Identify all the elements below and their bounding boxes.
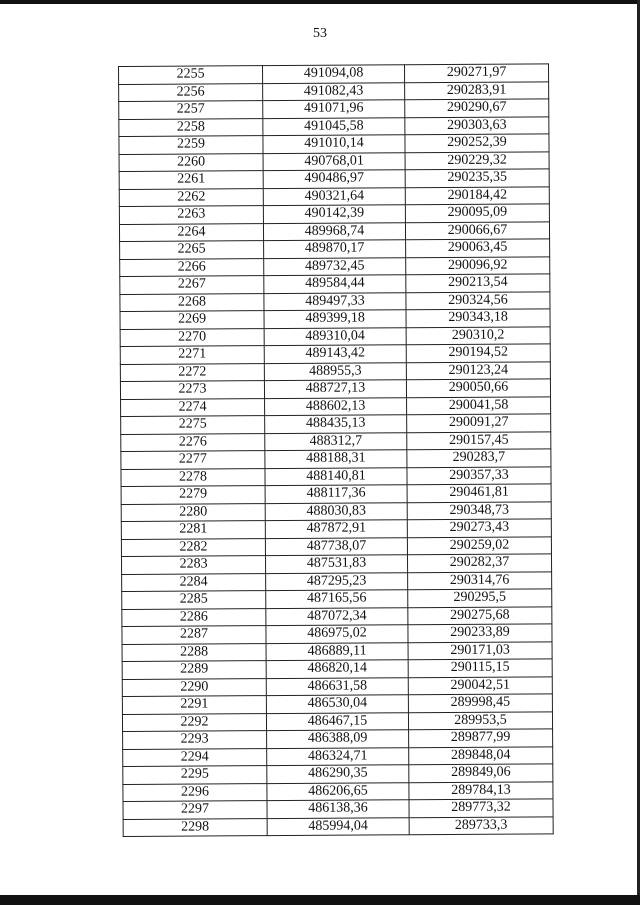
x-coordinate-cell: 488188,31	[265, 450, 407, 468]
point-number-cell: 2291	[122, 696, 266, 714]
x-coordinate-cell: 488955,3	[264, 362, 406, 380]
point-number-cell: 2258	[119, 118, 263, 136]
point-number-cell: 2272	[120, 363, 264, 381]
x-coordinate-cell: 489870,17	[264, 240, 406, 258]
y-coordinate-cell: 290275,68	[408, 606, 552, 624]
table-row	[119, 64, 549, 84]
point-number-cell: 2279	[121, 486, 265, 504]
x-coordinate-cell: 490321,64	[263, 187, 405, 205]
x-coordinate-cell: 487165,56	[266, 590, 408, 608]
y-coordinate-cell: 290050,66	[406, 379, 550, 397]
point-number-cell: 2267	[120, 276, 264, 294]
point-number-cell: 2262	[119, 188, 263, 206]
table-row	[121, 501, 551, 521]
table-row	[121, 466, 551, 486]
x-coordinate-cell: 491071,96	[263, 100, 405, 118]
point-number-cell: 2284	[122, 573, 266, 591]
table-row	[121, 554, 551, 574]
x-coordinate-cell: 489143,42	[264, 345, 406, 363]
x-coordinate-cell: 489968,74	[263, 222, 405, 240]
table-row	[122, 624, 552, 644]
point-number-cell: 2295	[123, 766, 267, 784]
table-row	[122, 589, 552, 609]
point-number-cell: 2294	[123, 748, 267, 766]
point-number-cell: 2255	[119, 66, 263, 84]
y-coordinate-cell: 289848,04	[409, 746, 553, 764]
table-row	[119, 221, 549, 241]
y-coordinate-cell: 289784,13	[409, 781, 553, 799]
point-number-cell: 2275	[121, 416, 265, 434]
y-coordinate-cell: 290314,76	[408, 571, 552, 589]
y-coordinate-cell: 290171,03	[408, 641, 552, 659]
point-number-cell: 2266	[120, 258, 264, 276]
table-row	[121, 396, 551, 416]
x-coordinate-cell: 490486,97	[263, 170, 405, 188]
x-coordinate-cell: 486206,65	[267, 782, 409, 800]
point-number-cell: 2287	[122, 626, 266, 644]
point-number-cell: 2296	[123, 783, 267, 801]
y-coordinate-cell: 290041,58	[407, 396, 551, 414]
y-coordinate-cell: 290123,24	[406, 361, 550, 379]
table-row	[120, 256, 550, 276]
y-coordinate-cell: 290252,39	[405, 134, 549, 152]
y-coordinate-cell: 290235,35	[405, 169, 549, 187]
coordinates-table	[118, 63, 554, 837]
y-coordinate-cell: 289733,3	[409, 816, 553, 834]
table-row	[122, 694, 552, 714]
y-coordinate-cell: 289998,45	[408, 694, 552, 712]
table-row	[120, 361, 550, 381]
point-number-cell: 2282	[121, 538, 265, 556]
y-coordinate-cell: 290184,42	[405, 186, 549, 204]
point-number-cell: 2270	[120, 328, 264, 346]
y-coordinate-cell: 290115,15	[408, 659, 552, 677]
y-coordinate-cell: 290310,2	[406, 326, 550, 344]
x-coordinate-cell: 488727,13	[264, 380, 406, 398]
y-coordinate-cell: 290348,73	[407, 501, 551, 519]
y-coordinate-cell: 289849,06	[409, 764, 553, 782]
y-coordinate-cell: 289953,5	[408, 711, 552, 729]
point-number-cell: 2285	[122, 591, 266, 609]
page-number: 53	[313, 26, 327, 41]
point-number-cell: 2280	[121, 503, 265, 521]
y-coordinate-cell: 290273,43	[407, 519, 551, 537]
x-coordinate-cell: 485994,04	[267, 817, 409, 835]
point-number-cell: 2277	[121, 451, 265, 469]
x-coordinate-cell: 490768,01	[263, 152, 405, 170]
table-row	[119, 204, 549, 224]
point-number-cell: 2259	[119, 136, 263, 154]
table-row	[120, 326, 550, 346]
table-row	[119, 99, 549, 119]
table-row	[120, 239, 550, 259]
x-coordinate-cell: 486324,71	[267, 747, 409, 765]
point-number-cell: 2293	[123, 731, 267, 749]
coordinates-table-body	[119, 64, 554, 837]
table-row	[120, 379, 550, 399]
point-number-cell: 2298	[123, 818, 267, 836]
table-row	[121, 519, 551, 539]
x-coordinate-cell: 489310,04	[264, 327, 406, 345]
table-row	[121, 414, 551, 434]
x-coordinate-cell: 487531,83	[265, 555, 407, 573]
y-coordinate-cell: 290303,63	[405, 116, 549, 134]
x-coordinate-cell: 489584,44	[264, 275, 406, 293]
y-coordinate-cell: 290096,92	[406, 256, 550, 274]
x-coordinate-cell: 488117,36	[265, 485, 407, 503]
table-row	[122, 606, 552, 626]
x-coordinate-cell: 488312,7	[265, 432, 407, 450]
x-coordinate-cell: 489732,45	[264, 257, 406, 275]
scan-edge-bottom	[0, 895, 640, 905]
x-coordinate-cell: 486820,14	[266, 660, 408, 678]
x-coordinate-cell: 486631,58	[266, 677, 408, 695]
point-number-cell: 2265	[120, 241, 264, 259]
x-coordinate-cell: 487872,91	[265, 520, 407, 538]
y-coordinate-cell: 289773,32	[409, 799, 553, 817]
y-coordinate-cell: 290283,91	[405, 81, 549, 99]
y-coordinate-cell: 290283,7	[407, 449, 551, 467]
table-row	[119, 134, 549, 154]
table-row	[120, 344, 550, 364]
point-number-cell: 2281	[121, 521, 265, 539]
y-coordinate-cell: 290091,27	[407, 414, 551, 432]
point-number-cell: 2290	[122, 678, 266, 696]
x-coordinate-cell: 486388,09	[267, 730, 409, 748]
point-number-cell: 2283	[121, 556, 265, 574]
x-coordinate-cell: 486467,15	[266, 712, 408, 730]
x-coordinate-cell: 486138,36	[267, 800, 409, 818]
y-coordinate-cell: 289877,99	[409, 729, 553, 747]
point-number-cell: 2289	[122, 661, 266, 679]
table-row	[123, 746, 553, 766]
x-coordinate-cell: 491094,08	[263, 65, 405, 83]
table-row	[123, 799, 553, 819]
table-row	[120, 274, 550, 294]
x-coordinate-cell: 487072,34	[266, 607, 408, 625]
table-row	[123, 729, 553, 749]
x-coordinate-cell: 489497,33	[264, 292, 406, 310]
x-coordinate-cell: 490142,39	[263, 205, 405, 223]
point-number-cell: 2256	[119, 83, 263, 101]
point-number-cell: 2292	[122, 713, 266, 731]
x-coordinate-cell: 491045,58	[263, 117, 405, 135]
x-coordinate-cell: 488030,83	[265, 502, 407, 520]
x-coordinate-cell: 491082,43	[263, 82, 405, 100]
y-coordinate-cell: 290357,33	[407, 466, 551, 484]
y-coordinate-cell: 290194,52	[406, 344, 550, 362]
y-coordinate-cell: 290324,56	[406, 291, 550, 309]
table-row	[122, 711, 552, 731]
point-number-cell: 2261	[119, 171, 263, 189]
table-row	[119, 169, 549, 189]
point-number-cell: 2257	[119, 101, 263, 119]
y-coordinate-cell: 290295,5	[408, 589, 552, 607]
point-number-cell: 2273	[120, 381, 264, 399]
point-number-cell: 2269	[120, 311, 264, 329]
table-row	[122, 676, 552, 696]
y-coordinate-cell: 290290,67	[405, 99, 549, 117]
x-coordinate-cell: 486530,04	[266, 695, 408, 713]
point-number-cell: 2286	[122, 608, 266, 626]
y-coordinate-cell: 290042,51	[408, 676, 552, 694]
point-number-cell: 2264	[119, 223, 263, 241]
y-coordinate-cell: 290282,37	[407, 554, 551, 572]
table-row	[122, 641, 552, 661]
point-number-cell: 2274	[121, 398, 265, 416]
x-coordinate-cell: 488435,13	[265, 415, 407, 433]
point-number-cell: 2278	[121, 468, 265, 486]
scan-edge-top	[0, 0, 640, 4]
table-row	[120, 309, 550, 329]
y-coordinate-cell: 290343,18	[406, 309, 550, 327]
table-row	[123, 781, 553, 801]
table-row	[121, 431, 551, 451]
x-coordinate-cell: 487295,23	[266, 572, 408, 590]
table-row	[120, 291, 550, 311]
point-number-cell: 2260	[119, 153, 263, 171]
y-coordinate-cell: 290271,97	[404, 64, 548, 82]
x-coordinate-cell: 489399,18	[264, 310, 406, 328]
point-number-cell: 2288	[122, 643, 266, 661]
table-row	[122, 659, 552, 679]
table-row	[123, 764, 553, 784]
y-coordinate-cell: 290259,02	[407, 536, 551, 554]
point-number-cell: 2268	[120, 293, 264, 311]
y-coordinate-cell: 290229,32	[405, 151, 549, 169]
table-row	[119, 116, 549, 136]
point-number-cell: 2276	[121, 433, 265, 451]
table-row	[119, 151, 549, 171]
point-number-cell: 2271	[120, 346, 264, 364]
y-coordinate-cell: 290095,09	[405, 204, 549, 222]
table-row	[119, 186, 549, 206]
y-coordinate-cell: 290157,45	[407, 431, 551, 449]
table-row	[121, 449, 551, 469]
table-row	[122, 571, 552, 591]
y-coordinate-cell: 290066,67	[405, 221, 549, 239]
table-row	[121, 484, 551, 504]
table-row	[123, 816, 553, 836]
point-number-cell: 2263	[119, 206, 263, 224]
y-coordinate-cell: 290461,81	[407, 484, 551, 502]
table-row	[119, 81, 549, 101]
y-coordinate-cell: 290063,45	[406, 239, 550, 257]
table-row	[121, 536, 551, 556]
x-coordinate-cell: 487738,07	[265, 537, 407, 555]
x-coordinate-cell: 486975,02	[266, 625, 408, 643]
x-coordinate-cell: 486290,35	[267, 765, 409, 783]
x-coordinate-cell: 486889,11	[266, 642, 408, 660]
point-number-cell: 2297	[123, 801, 267, 819]
y-coordinate-cell: 290233,89	[408, 624, 552, 642]
x-coordinate-cell: 488140,81	[265, 467, 407, 485]
y-coordinate-cell: 290213,54	[406, 274, 550, 292]
x-coordinate-cell: 491010,14	[263, 135, 405, 153]
x-coordinate-cell: 488602,13	[265, 397, 407, 415]
